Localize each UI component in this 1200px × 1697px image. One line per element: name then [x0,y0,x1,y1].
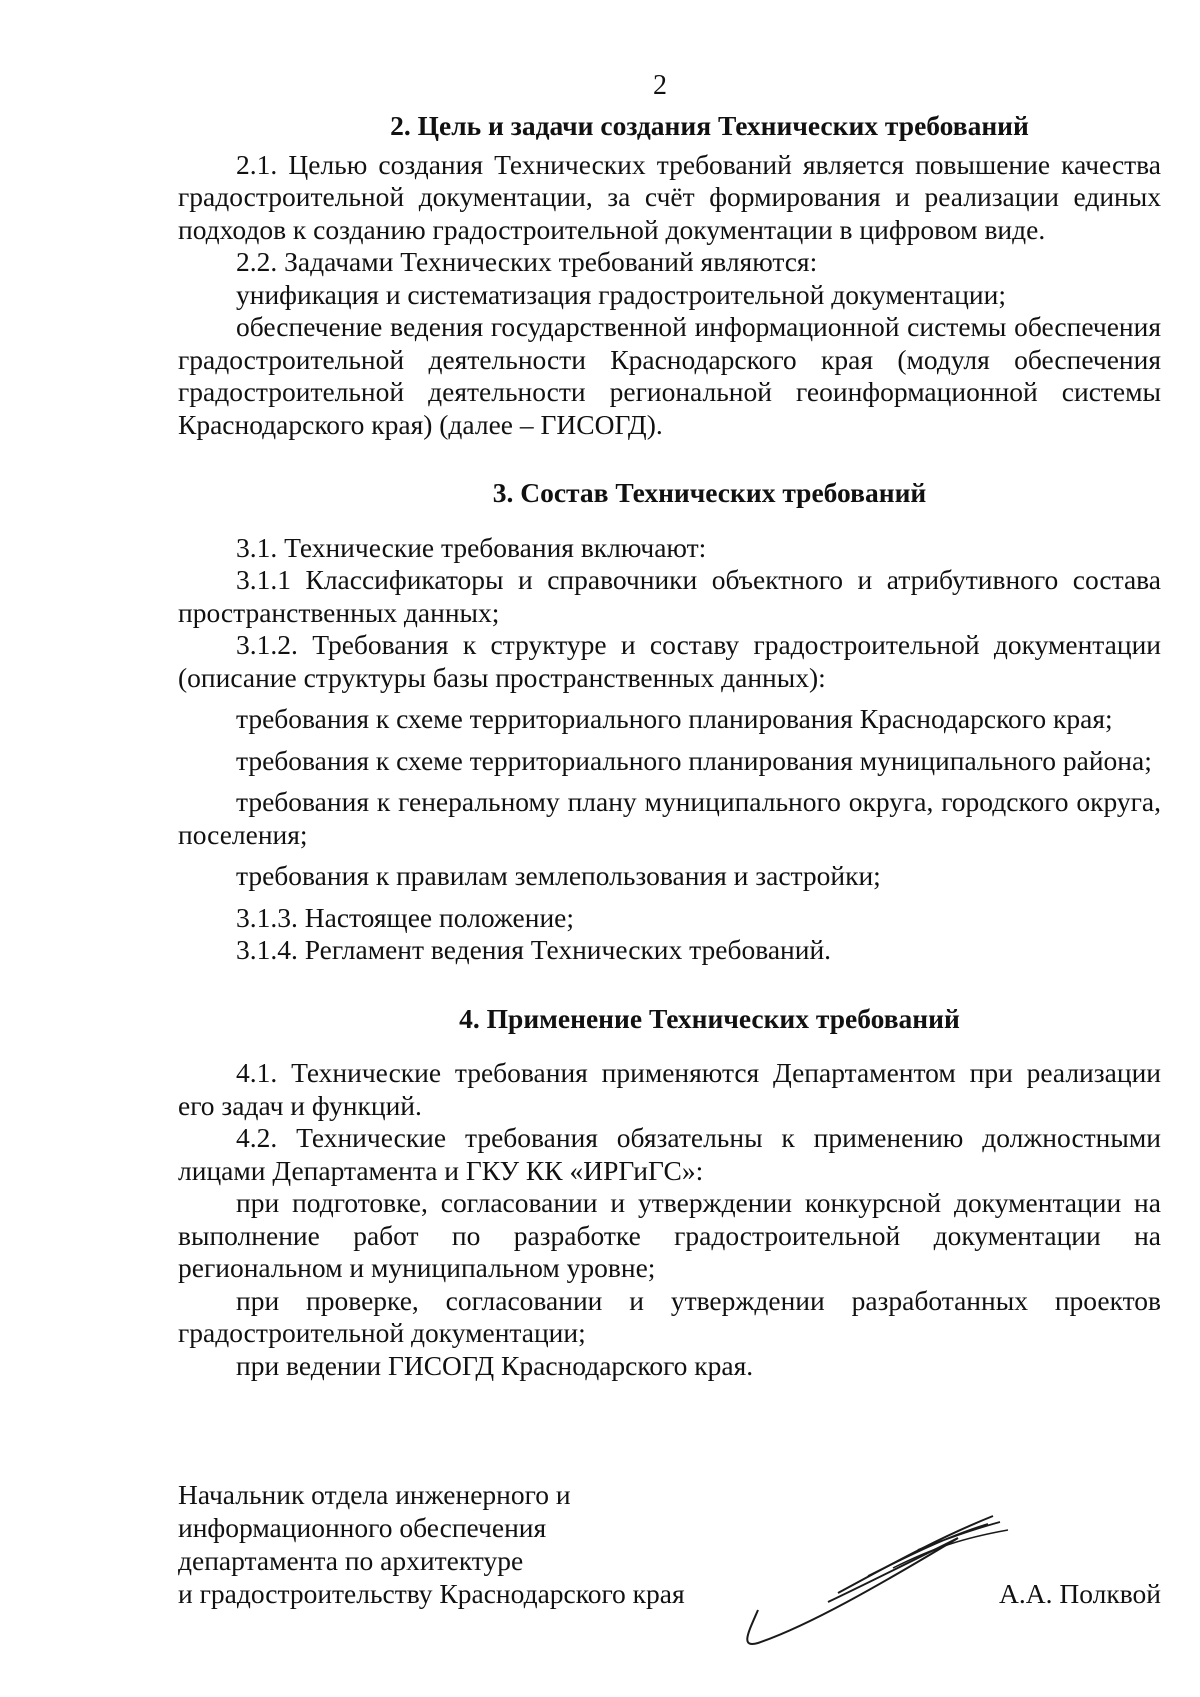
application-item-3: при ведении ГИСОГД Краснодарского края. [236,1349,754,1381]
application-item-1: при подготовке, согласовании и утверждении конкурсной документации на выполнение работ по разработке градостроительной документации на региональном и муниципальном уровне; [178,1187,1161,1283]
paragraph-2-2: 2.2. Задачами Технических требований являются: [236,246,818,277]
paragraph-4-2: 4.2. Технические требования обязательны к применению должностными лицами Департамента и ГКУ КК «ИРГиГС»: [178,1122,1161,1186]
requirement-item-4: требования к правилам землепользования и застройки; [236,860,881,891]
requirement-item-3: требования к генеральному плану муниципального округа, городского округа, поселения; [178,786,1161,850]
paragraph-2-1: 2.1. Целью создания Технических требований является повышение качества градостроительной документации, за счёт формирования и реализации единых подходов к созданию градостроительной документации в цифровом виде. [178,148,1161,245]
signatory-line-2: информационного обеспечения [178,1512,547,1543]
paragraph-3-1-4: 3.1.4. Регламент ведения Технических требований. [236,934,832,965]
section-4-title: 4. Применение Технических требований [459,1002,960,1034]
paragraph-4-1: 4.1. Технические требования применяются Департаментом при реализации его задач и функций. [178,1057,1161,1121]
section-2-title: 2. Цель и задачи создания Технических требований [390,110,1029,141]
signatory-line-3: департамента по архитектуре [178,1545,524,1576]
paragraph-3-1-3: 3.1.3. Настоящее положение; [236,901,575,933]
requirement-item-1: требования к схеме территориального планирования Краснодарского края; [236,703,1113,734]
document-body [178,110,1161,1382]
page-number: 2 [653,70,667,101]
signatory-title [178,1478,685,1610]
signatory-line-4: и градостроительству Краснодарского края [178,1578,685,1609]
paragraph-2-2-item-1: унификация и систематизация градостроительной документации; [236,278,1006,310]
requirement-item-2: требования к схеме территориального планирования муниципального района; [236,744,1152,776]
signature-block [178,1478,1161,1658]
signatory-line-1: Начальник отдела инженерного и [178,1479,571,1510]
section-3-title: 3. Состав Технических требований [492,477,927,508]
application-item-2: при проверке, согласовании и утверждении разработанных проектов градостроительной документации; [178,1284,1161,1348]
paragraph-3-1-2: 3.1.2. Требования к структуре и составу градостроительной документации (описание структуры базы пространственных данных): [178,629,1161,693]
signatory-name: А.А. Полквой [999,1578,1161,1609]
paragraph-3-1: 3.1. Технические требования включают: [236,531,707,563]
handwritten-signature [718,1498,1018,1648]
paragraph-2-2-item-2: обеспечение ведения государственной информационной системы обеспечения градостроительной деятельности Краснодарского края (модуля обеспечения градостроительной деятельности региональной геоинформационной системы Краснодарского края) (далее – ГИСОГД). [178,311,1161,440]
paragraph-3-1-1: 3.1.1 Классификаторы и справочники объектного и атрибутивного состава пространственных данных; [178,564,1161,628]
